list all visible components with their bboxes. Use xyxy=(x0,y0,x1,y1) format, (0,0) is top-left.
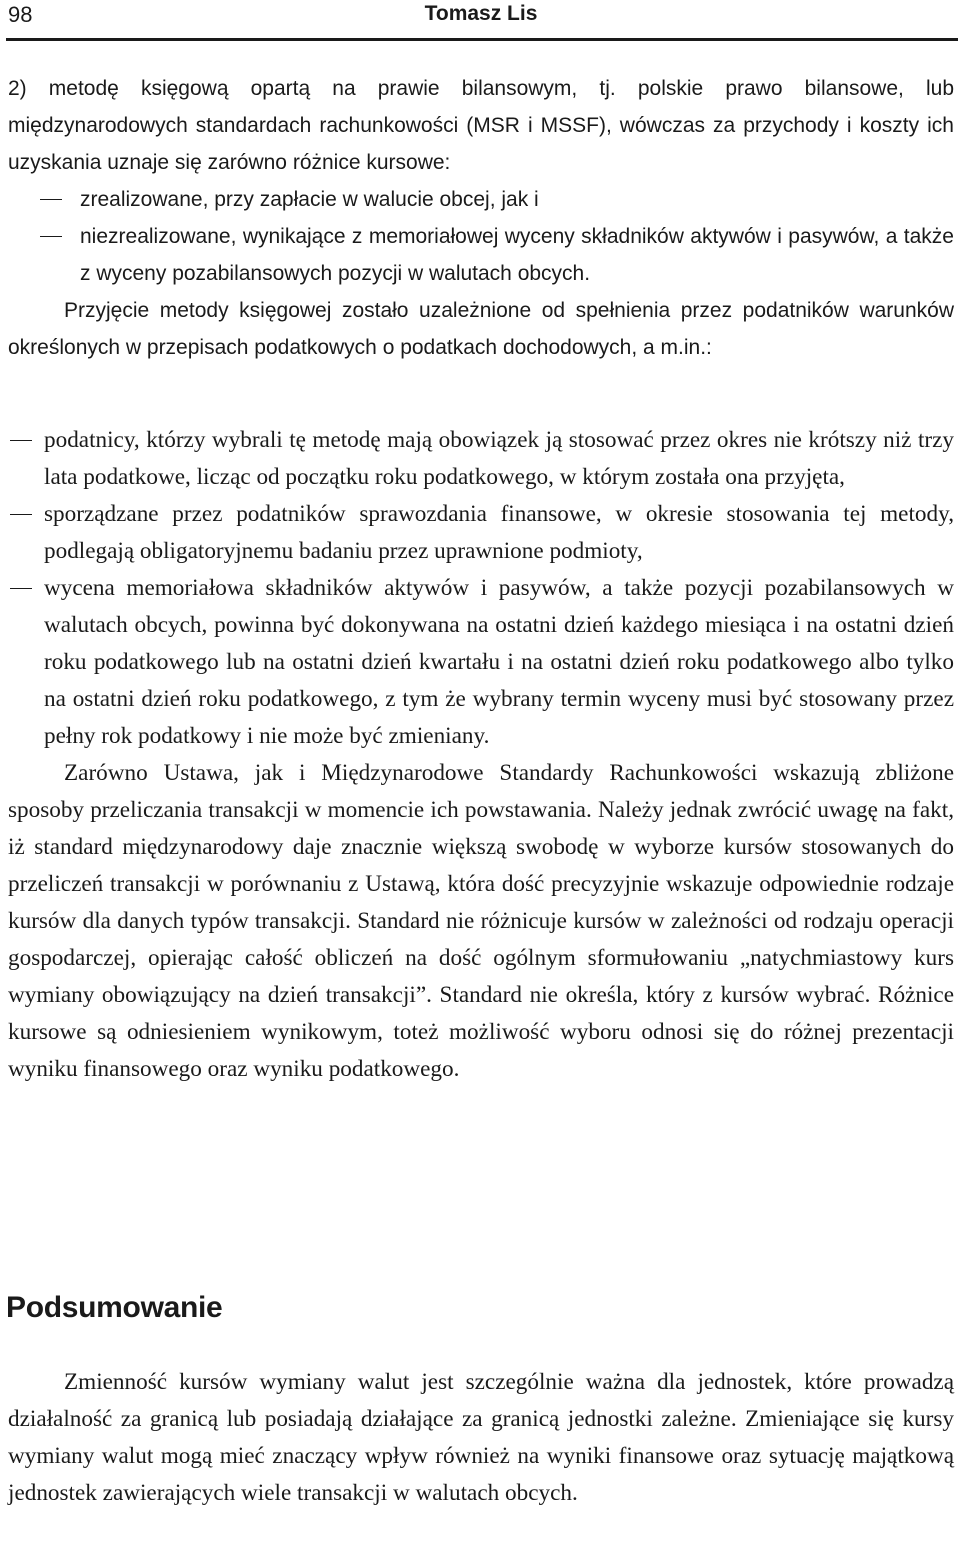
list-item xyxy=(8,496,954,570)
list-item xyxy=(8,422,954,496)
list-item xyxy=(8,218,954,292)
header-rule xyxy=(6,38,958,41)
dash-bullet xyxy=(10,440,32,441)
dash-bullet xyxy=(10,588,32,589)
list-item xyxy=(8,181,954,218)
method-intro: 2) metodę księgową opartą na prawie bilansowym, tj. polskie prawo bilansowe, lub międzynarodowych standardach rachunkowości (MSR i MSSF), wówczas za przychody i koszty ich uzyskania uznaje się zarówno różnice kursowe: xyxy=(8,77,954,174)
list-item-text: wycena memoriałowa składników aktywów i pasywów, a także pozycji pozabilansowych w walutach obcych, powinna być dokonywana na ostatni dzień każdego miesiąca i na ostatni dzień roku podatkowego lub na ostatni dzień kwartału i na ostatni dzień roku podatkowego albo tylko na ostatni dzień roku podatkowego, z tym że wybrany termin wyceny musi być stosowany przez pełny rok podatkowy i nie może być zmieniany. xyxy=(44,575,954,749)
section-heading: Podsumowanie xyxy=(6,1291,223,1324)
dash-bullet xyxy=(40,236,62,237)
list-item-text: niezrealizowane, wynikające z memoriałowej wyceny składników aktywów i pasywów, a także z wyceny pozabilansowych pozycji w walutach obcych. xyxy=(80,225,954,285)
page-header xyxy=(6,0,956,40)
method-paragraph: Przyjęcie metody księgowej zostało uzależnione od spełnienia przez podatników warunków określonych w przepisach podatkowych o podatkach dochodowych, a m.in.: xyxy=(8,299,954,359)
list-item-text: sporządzane przez podatników sprawozdania finansowe, w okresie stosowania tej metody, podlegają obligatoryjnemu badaniu przez uprawnione podmioty, xyxy=(44,501,954,564)
text-block-summary xyxy=(8,1364,954,1512)
dash-bullet xyxy=(40,199,62,200)
running-head-author: Tomasz Lis xyxy=(424,2,538,25)
summary-paragraph: Zmienność kursów wymiany walut jest szczególnie ważna dla jednostek, które prowadzą działalność za granicą lub posiadają działające za granicą jednostki zależne. Zmieniające się kursy wymiany walut mogą mieć znaczący wpływ również na wyniki finansowe oraz sytuację majątkową jednostek zawierających wiele transakcji w walutach obcych. xyxy=(8,1369,954,1506)
list-item-text: zrealizowane, przy zapłacie w walucie obcej, jak i xyxy=(80,188,539,211)
page-number: 98 xyxy=(8,2,33,27)
comparison-paragraph: Zarówno Ustawa, jak i Międzynarodowe Standardy Rachunkowości wskazują zbliżone sposoby przeliczania transakcji w momencie ich powstawania. Należy jednak zwrócić uwagę na fakt, iż standard międzynarodowy daje znacznie większą swobodę w wyborze kursów stosowanych do przeliczeń transakcji w porównaniu z Ustawą, która dość precyzyjnie wskazuje odpowiednie rodzaje kursów dla danych typów transakcji. Standard nie różnicuje kursów w zależności od rodzaju operacji gospodarczej, opierając całość obliczeń na dość ogólnym sformułowaniu „natychmiastowy kurs wymiany obowiązujący na dzień transakcji”. Standard nie określa, który z kursów wybrać. Różnice kursowe są odniesieniem wynikowym, toteż możliwość wyboru odnosi się do różnej prezentacji wyniku finansowego oraz wyniku podatkowego. xyxy=(8,760,954,1082)
text-block-conditions xyxy=(8,422,954,1088)
dash-bullet xyxy=(10,514,32,515)
text-block-method xyxy=(8,70,954,366)
list-item xyxy=(8,570,954,755)
list-item-text: podatnicy, którzy wybrali tę metodę mają obowiązek ją stosować przez okres nie krótszy niż trzy lata podatkowe, licząc od początku roku podatkowego, w którym została ona przyjęta, xyxy=(44,427,954,490)
